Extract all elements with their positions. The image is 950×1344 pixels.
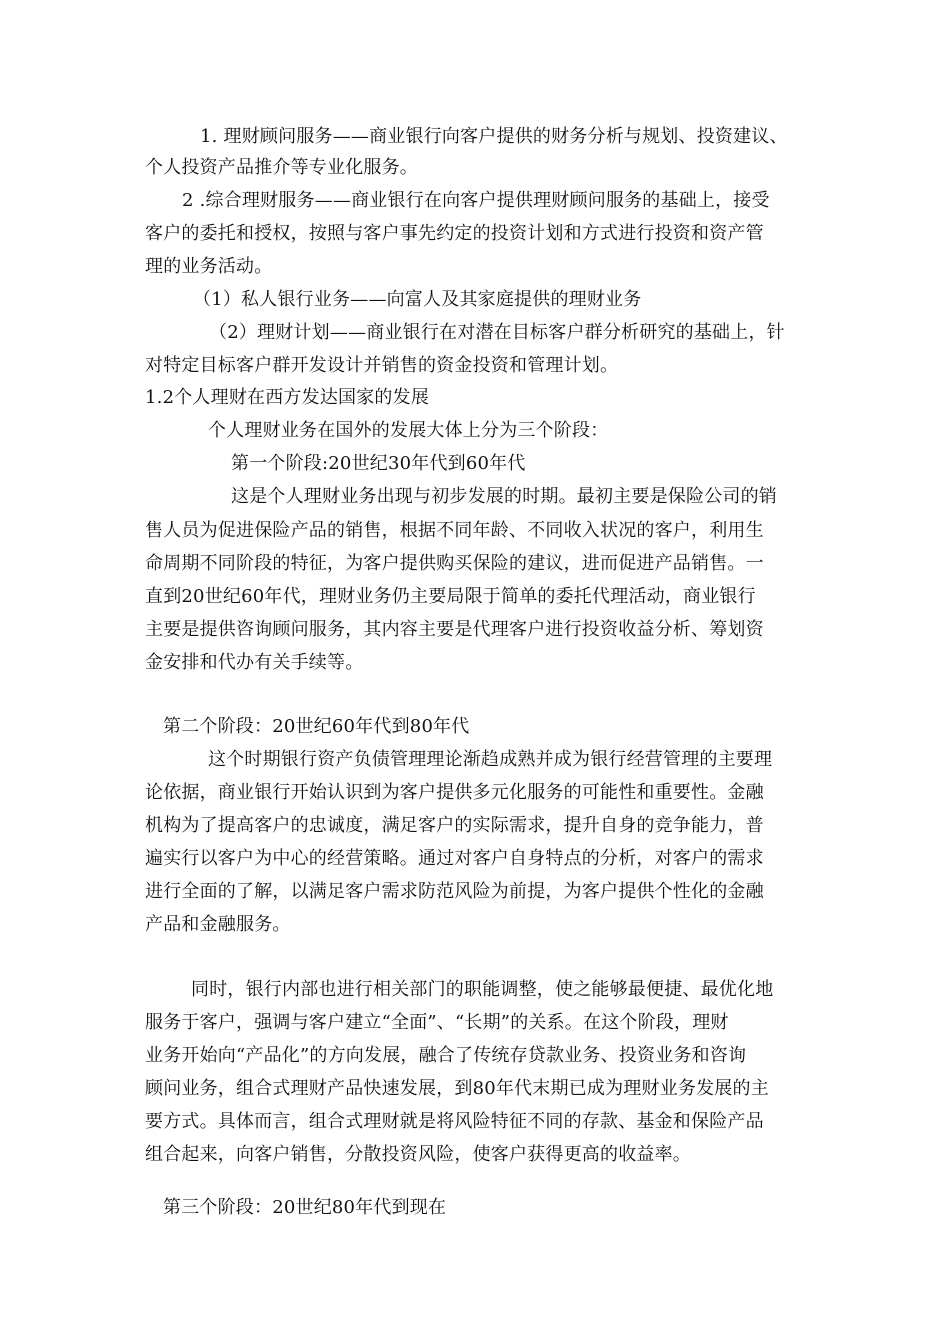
paragraph-line: 个人理财业务在国外的发展大体上分为三个阶段： [208, 420, 609, 441]
paragraph-line: 金安排和代办有关手续等。 [145, 652, 364, 673]
paragraph-line: 同时，银行内部也进行相关部门的职能调整，使之能够最便捷、最优化地 [191, 979, 774, 1000]
paragraph-line: 客户的委托和授权，按照与客户事先约定的投资计划和方式进行投资和资产管 [145, 223, 764, 244]
paragraph-line: 2 .综合理财服务——商业银行在向客户提供理财顾问服务的基础上，接受 [182, 190, 770, 211]
section-heading: 1.2个人理财在西方发达国家的发展 [145, 387, 430, 408]
paragraph-line: 产品和金融服务。 [145, 914, 291, 935]
paragraph-line: 这个时期银行资产负债管理理论渐趋成熟并成为银行经营管理的主要理 [208, 749, 773, 770]
paragraph-line: 服务于客户，强调与客户建立“全面”、“长期”的关系。在这个阶段，理财 [145, 1012, 729, 1033]
list-item-line: 对特定目标客户群开发设计并销售的资金投资和管理计划。 [145, 355, 619, 376]
paragraph-line: 业务开始向“产品化”的方向发展，融合了传统存贷款业务、投资业务和咨询 [145, 1045, 747, 1066]
paragraph-line: 论依据，商业银行开始认识到为客户提供多元化服务的可能性和重要性。金融 [145, 782, 764, 803]
list-item-line: （2）理财计划——商业银行在对潜在目标客户群分析研究的基础上，针 [209, 322, 785, 343]
paragraph-line: 1. 理财顾问服务——商业银行向客户提供的财务分析与规划、投资建议、 [200, 126, 788, 147]
stage-heading: 第三个阶段：20世纪80年代到现在 [163, 1197, 447, 1218]
paragraph-line: 直到20世纪60年代，理财业务仍主要局限于简单的委托代理活动，商业银行 [145, 586, 756, 607]
paragraph-line: 进行全面的了解，以满足客户需求防范风险为前提，为客户提供个性化的金融 [145, 881, 764, 902]
paragraph-line: 售人员为促进保险产品的销售，根据不同年龄、不同收入状况的客户，利用生 [145, 520, 764, 541]
stage-heading: 第二个阶段：20世纪60年代到80年代 [163, 716, 470, 737]
paragraph-line: 遍实行以客户为中心的经营策略。通过对客户自身特点的分析，对客户的需求 [145, 848, 764, 869]
stage-heading: 第一个阶段:20世纪30年代到60年代 [231, 453, 526, 474]
list-item-line: （1）私人银行业务——向富人及其家庭提供的理财业务 [193, 289, 642, 310]
paragraph-line: 个人投资产品推介等专业化服务。 [145, 157, 418, 178]
paragraph-line: 主要是提供咨询顾问服务，其内容主要是代理客户进行投资收益分析、筹划资 [145, 619, 764, 640]
paragraph-line: 要方式。具体而言，组合式理财就是将风险特征不同的存款、基金和保险产品 [145, 1111, 764, 1132]
paragraph-line: 组合起来，向客户销售，分散投资风险，使客户获得更高的收益率。 [145, 1144, 691, 1165]
paragraph-line: 命周期不同阶段的特征，为客户提供购买保险的建议，进而促进产品销售。一 [145, 553, 764, 574]
paragraph-line: 理的业务活动。 [145, 256, 273, 277]
paragraph-line: 机构为了提高客户的忠诚度，满足客户的实际需求，提升自身的竞争能力，普 [145, 815, 764, 836]
paragraph-line: 这是个人理财业务出现与初步发展的时期。最初主要是保险公司的销 [231, 486, 777, 507]
paragraph-line: 顾问业务，组合式理财产品快速发展，到80年代末期已成为理财业务发展的主 [145, 1078, 769, 1099]
